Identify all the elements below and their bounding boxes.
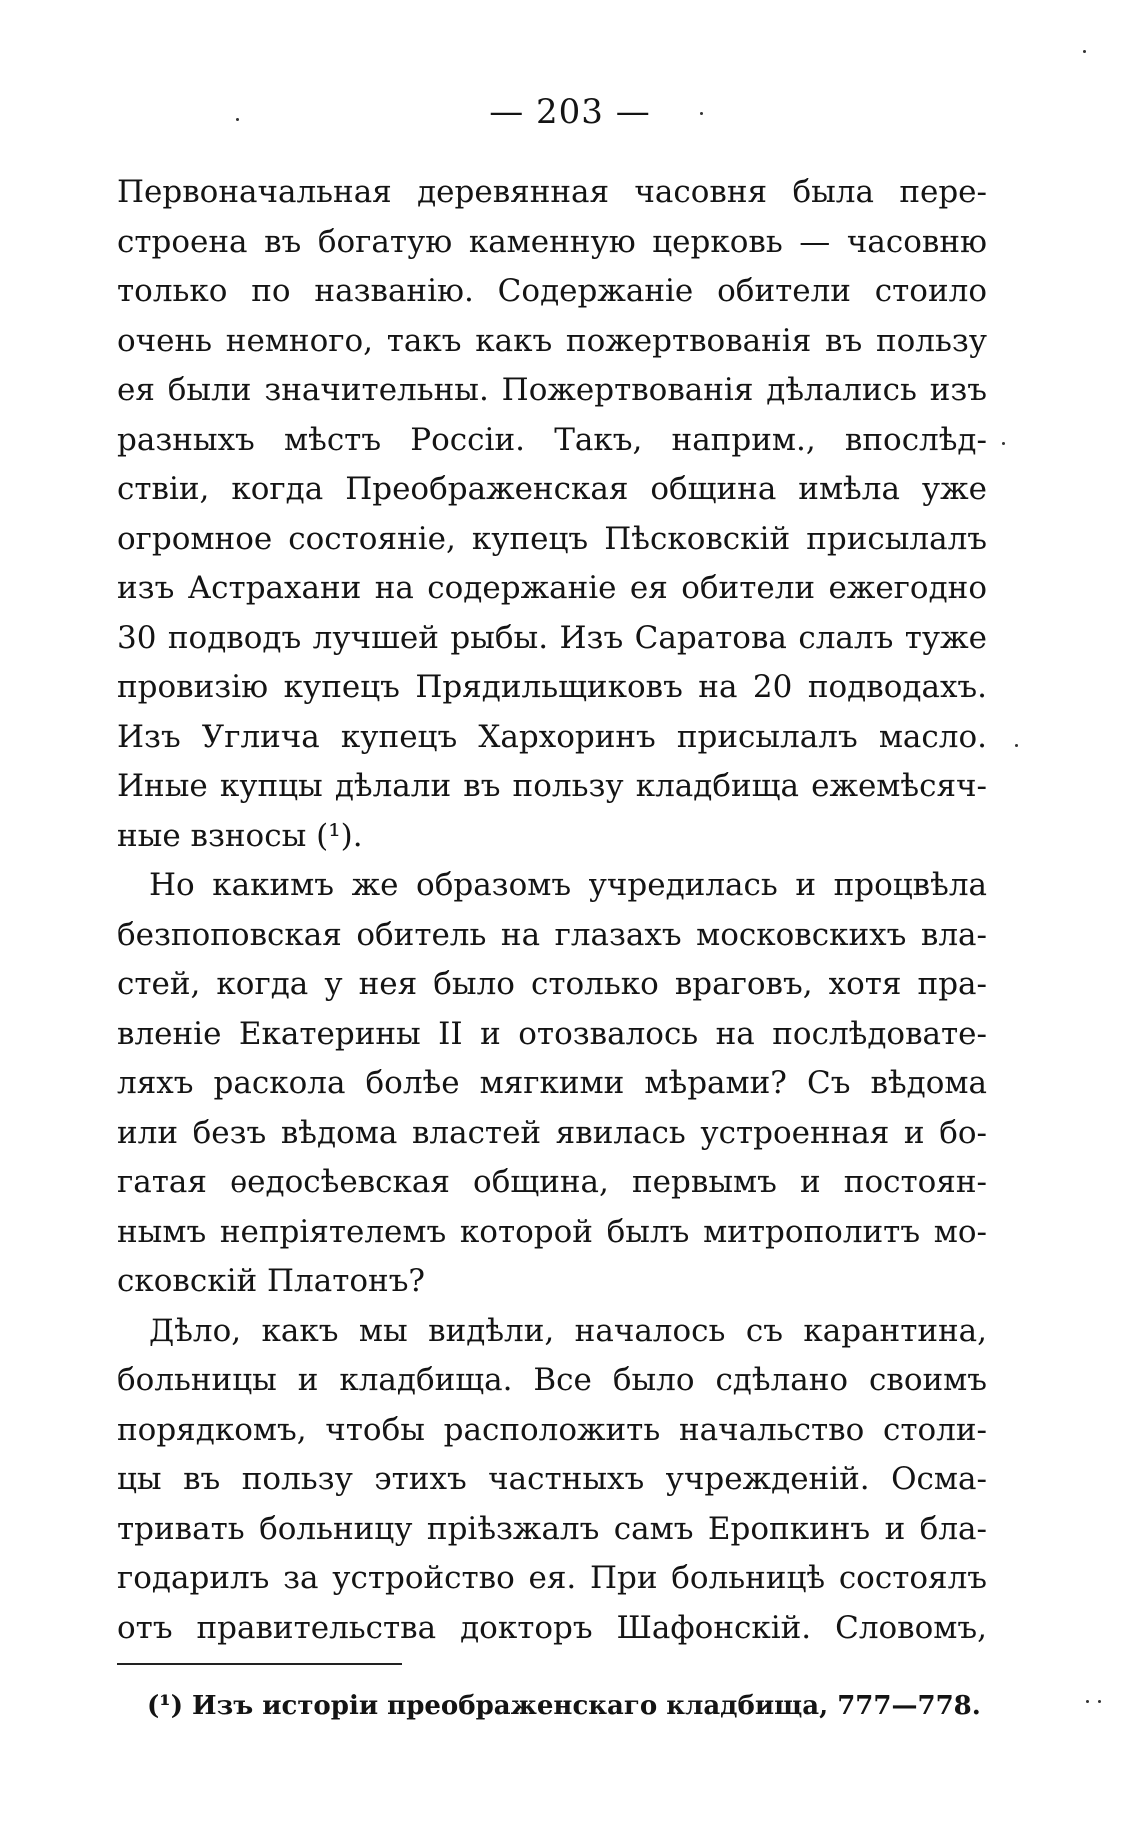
text-line: Иные купцы дѣлали въ пользу кладбища ежемѣсяч- [117, 768, 987, 804]
text-line: Первоначальная деревянная часовня была пере- [117, 174, 987, 210]
text-line: тривать больницу пріѣзжалъ самъ Еропкинъ и бла- [117, 1510, 987, 1547]
text-line: провизію купецъ Прядильщиковъ на 20 подводахъ. [117, 669, 987, 705]
text-line: Но какимъ же образомъ учредилась и процвѣла [149, 867, 987, 903]
text-line: огромное состояніе, купецъ Пѣсковскій присылалъ [117, 520, 987, 557]
text-line: Дѣло, какъ мы видѣли, началось съ карантина, [149, 1312, 987, 1349]
text-line: сковскій Платонъ? [117, 1263, 426, 1299]
scan-speck [1015, 744, 1018, 747]
text-line: или безъ вѣдома властей явилась устроенная и бо- [117, 1114, 987, 1151]
footnote-divider [117, 1663, 402, 1665]
scan-speck [236, 118, 239, 121]
text-line: Изъ Углича купецъ Хархоринъ присылалъ масло. [117, 718, 987, 755]
text-line: ляхъ раскола болѣе мягкими мѣрами? Съ вѣдома [117, 1065, 987, 1101]
text-line: цы въ пользу этихъ частныхъ учрежденій. Осма- [117, 1461, 987, 1497]
page-number: — 203 — [489, 92, 651, 132]
text-line: безпоповская обитель на глазахъ московскихъ вла- [117, 916, 987, 953]
text-line: нымъ непріятелемъ которой былъ митрополитъ мо- [117, 1213, 987, 1250]
text-line: гатая ѳедосѣевская община, первымъ и постоян- [117, 1164, 987, 1200]
text-line: ные взносы (¹). [117, 817, 363, 854]
text-line: больницы и кладбища. Все было сдѣлано своимъ [117, 1362, 987, 1398]
text-line: только по названію. Содержаніе обители стоило [117, 273, 987, 309]
body-text [117, 168, 987, 1653]
text-line: отъ правительства докторъ Шафонскій. Словомъ, [117, 1609, 987, 1646]
text-line: годарилъ за устройство ея. При больницѣ состоялъ [117, 1560, 987, 1596]
text-line: стей, когда у нея было столько враговъ, хотя пра- [117, 966, 987, 1002]
footnote: (¹) Изъ исторіи преображенскаго кладбища, 777—778. [147, 1691, 981, 1721]
scan-speck [700, 112, 703, 115]
text-line: разныхъ мѣстъ Россіи. Такъ, наприм., впослѣд- [117, 421, 987, 458]
text-line: ея были значительны. Пожертвованія дѣлались изъ [117, 372, 987, 408]
scan-speck [1002, 442, 1005, 445]
text-line: очень немного, такъ какъ пожертвованія въ пользу [117, 322, 987, 359]
scan-speck [1098, 1700, 1101, 1703]
text-line: порядкомъ, чтобы расположить начальство столи- [117, 1411, 987, 1448]
text-line: изъ Астрахани на содержаніе ея обители ежегодно [117, 570, 987, 606]
scan-speck [1083, 50, 1086, 53]
text-line: вленіе Екатерины II и отозвалось на послѣдовате- [117, 1015, 987, 1052]
text-line: ствіи, когда Преображенская община имѣла уже [117, 471, 987, 507]
text-line: строена въ богатую каменную церковь — часовню [117, 223, 987, 260]
text-line: 30 подводъ лучшей рыбы. Изъ Саратова слалъ туже [117, 619, 987, 656]
scan-speck [1086, 1700, 1089, 1703]
